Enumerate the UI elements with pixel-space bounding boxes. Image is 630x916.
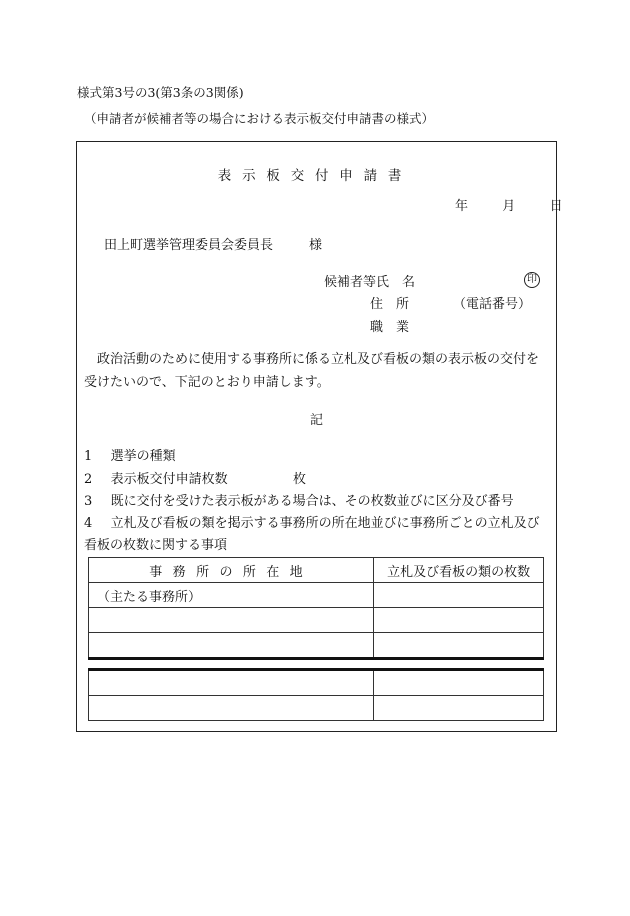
- location-cell[interactable]: [89, 670, 374, 696]
- table-row: [89, 608, 544, 633]
- table-row: [89, 696, 544, 721]
- count-cell[interactable]: [374, 670, 544, 696]
- date-line: [455, 195, 563, 214]
- count-cell[interactable]: [374, 583, 544, 608]
- addressee: 田上町選挙管理委員会委員長: [104, 238, 274, 253]
- form-number: 様式第3号の3(第3条の3関係): [77, 85, 244, 100]
- table-row: [89, 670, 544, 696]
- item-2: [84, 468, 228, 487]
- document-title: 表示板交付申請書: [217, 168, 413, 184]
- count-cell[interactable]: [374, 608, 544, 633]
- applicant-occupation-label: 職 業: [370, 320, 410, 335]
- location-cell[interactable]: （主たる事務所）: [89, 583, 374, 608]
- location-cell[interactable]: [89, 633, 374, 659]
- item-4: [84, 513, 550, 557]
- seal-mark: [524, 271, 540, 288]
- break-line: [89, 659, 374, 670]
- form-subtitle: （申請者が候補者等の場合における表示板交付申請書の様式）: [84, 111, 435, 126]
- ki-heading: 記: [310, 413, 324, 428]
- location-cell[interactable]: [89, 608, 374, 633]
- break-line: [374, 659, 544, 670]
- item-text: 既に交付を受けた表示板がある場合は、その枚数並びに区分及び番号: [110, 494, 514, 509]
- table-row: [89, 633, 544, 659]
- seal-icon: 印: [524, 272, 540, 288]
- request-body: 政治活動のために使用する事務所に係る立札及び看板の類の表示板の交付を受けたいので、下記のとおり申請します。: [84, 352, 540, 390]
- day-label: 日: [549, 199, 563, 214]
- item-2-unit: 枚: [293, 472, 307, 487]
- applicant-name-label: 候補者等氏 名: [324, 275, 416, 290]
- item-number: 3: [84, 494, 93, 509]
- item-1: [84, 445, 176, 464]
- item-text: 表示板交付申請枚数: [110, 472, 228, 487]
- count-cell[interactable]: [374, 633, 544, 659]
- item-text: 選挙の種類: [110, 449, 176, 464]
- table-row: [89, 583, 544, 608]
- item-number: 2: [84, 472, 93, 487]
- item-3: [84, 490, 514, 509]
- phone-label: （電話番号）: [453, 297, 532, 312]
- month-label: 月: [502, 199, 516, 214]
- honorific: 様: [309, 238, 323, 253]
- applicant-address-label: 住 所: [370, 297, 410, 312]
- table-break: [89, 659, 544, 670]
- item-number: 1: [84, 449, 93, 464]
- table-header-row: [89, 558, 544, 583]
- header-count: 立札及び看板の類の枚数: [374, 558, 544, 583]
- office-table: [88, 557, 544, 721]
- item-number: 4: [84, 516, 93, 531]
- location-cell[interactable]: [89, 696, 374, 721]
- year-label: 年: [455, 199, 469, 214]
- item-text: 立札及び看板の類を掲示する事務所の所在地並びに事務所ごとの立札及び看板の枚数に関する事項: [84, 516, 540, 553]
- header-location: 事務所の所在地: [89, 558, 374, 583]
- count-cell[interactable]: [374, 696, 544, 721]
